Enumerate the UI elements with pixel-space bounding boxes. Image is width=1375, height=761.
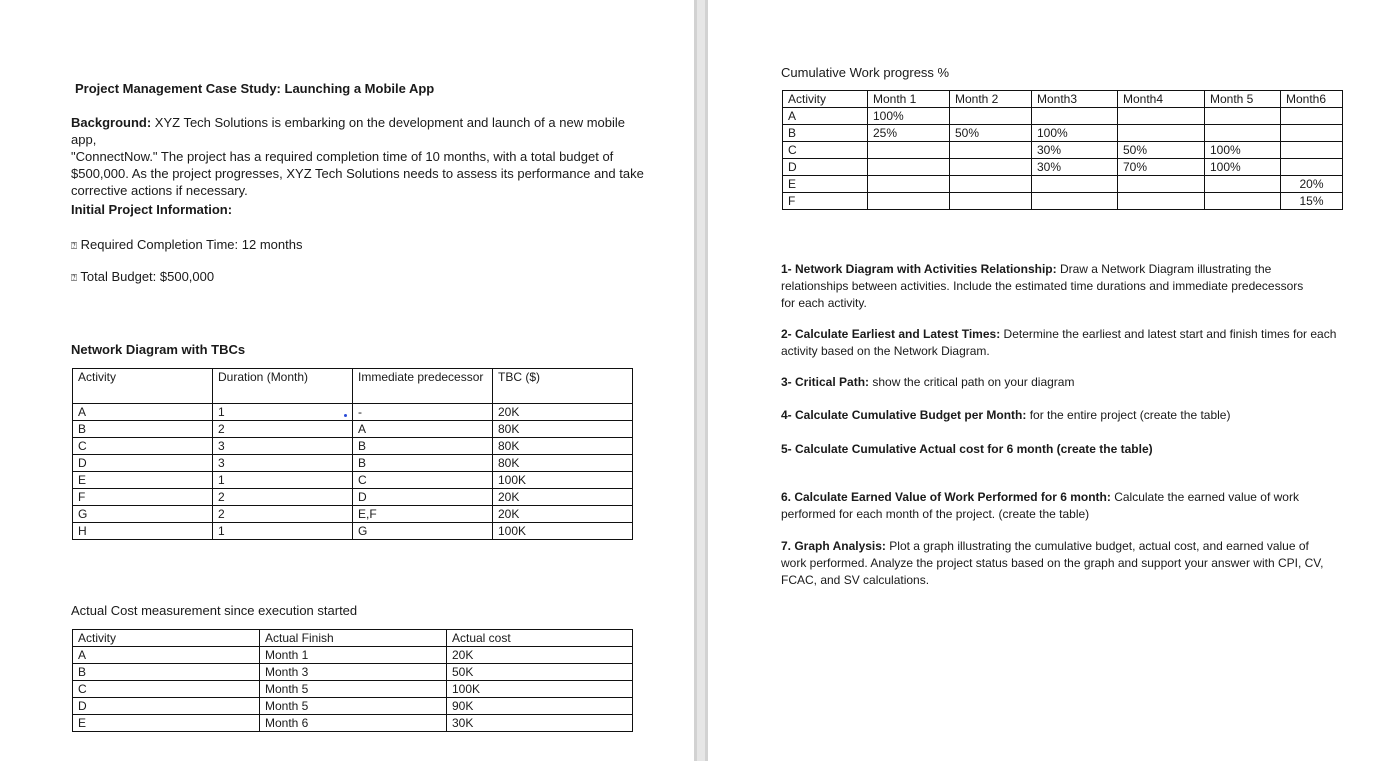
table-cell: Month 5 bbox=[260, 681, 447, 698]
table-cell: D bbox=[783, 159, 868, 176]
table-cell: 100K bbox=[447, 681, 633, 698]
table-cell bbox=[950, 193, 1032, 210]
table-row bbox=[73, 523, 633, 540]
table-cell: B bbox=[353, 438, 493, 455]
table-cell: 1 bbox=[213, 523, 353, 540]
table-cell: 100% bbox=[1205, 142, 1281, 159]
network-heading: Network Diagram with TBCs bbox=[71, 342, 246, 357]
table-cell bbox=[1205, 108, 1281, 125]
table-cell: A bbox=[353, 421, 493, 438]
table-cell: 2 bbox=[213, 506, 353, 523]
table-cell: 70% bbox=[1118, 159, 1205, 176]
table-row bbox=[73, 698, 633, 715]
table-cell: 80K bbox=[493, 455, 633, 472]
table-cell bbox=[1032, 193, 1118, 210]
table-header-row bbox=[783, 91, 1343, 108]
question-text: for each activity. bbox=[781, 296, 867, 310]
table-cell: A bbox=[73, 404, 213, 421]
table-header-cell: Month 1 bbox=[868, 91, 950, 108]
table-cell bbox=[1032, 176, 1118, 193]
background-line: corrective actions if necessary. bbox=[71, 183, 248, 198]
table-cell bbox=[1281, 142, 1343, 159]
question-label: 5- Calculate Cumulative Actual cost for 6 month (create the table) bbox=[781, 442, 1153, 456]
table-cell: 20K bbox=[447, 647, 633, 664]
table-cell bbox=[1281, 125, 1343, 142]
table-cell: 2 bbox=[213, 489, 353, 506]
background-line: XYZ Tech Solutions is embarking on the development and launch of a new mobile app, bbox=[71, 115, 625, 147]
question-1 bbox=[781, 261, 1351, 312]
table-cell: 100% bbox=[868, 108, 950, 125]
table-cell: G bbox=[73, 506, 213, 523]
table-row bbox=[783, 176, 1343, 193]
table-cell: 100% bbox=[1205, 159, 1281, 176]
question-2 bbox=[781, 326, 1351, 360]
table-cell: E bbox=[73, 472, 213, 489]
question-4 bbox=[781, 407, 1351, 424]
table-cell bbox=[1118, 108, 1205, 125]
table-cell bbox=[1118, 193, 1205, 210]
table-row bbox=[73, 404, 633, 421]
table-row bbox=[73, 647, 633, 664]
question-text: Determine the earliest and latest start and finish times for each bbox=[1000, 327, 1337, 341]
table-cell bbox=[950, 159, 1032, 176]
table-cell: A bbox=[783, 108, 868, 125]
table-cell: D bbox=[73, 698, 260, 715]
table-cell: C bbox=[353, 472, 493, 489]
initial-info-heading: Initial Project Information: bbox=[71, 202, 233, 217]
actual-cost-heading: Actual Cost measurement since execution started bbox=[71, 603, 358, 618]
question-text: FCAC, and SV calculations. bbox=[781, 573, 930, 587]
table-cell: 100% bbox=[1032, 125, 1118, 142]
table-cell: E,F bbox=[353, 506, 493, 523]
table-cell: 50K bbox=[447, 664, 633, 681]
table-cell: 20K bbox=[493, 404, 633, 421]
table-cell bbox=[950, 176, 1032, 193]
table-cell bbox=[1205, 125, 1281, 142]
table-cell bbox=[868, 193, 950, 210]
table-cell: 15% bbox=[1281, 193, 1343, 210]
table-header-cell: Activity bbox=[783, 91, 868, 108]
table-header-cell: Activity bbox=[73, 630, 260, 647]
bullet-total-budget: ⍰ Total Budget: $500,000 bbox=[71, 269, 215, 284]
background-line: "ConnectNow." The project has a required completion time of 10 months, with a total budget of bbox=[71, 149, 614, 164]
question-text: Plot a graph illustrating the cumulative budget, actual cost, and earned value of bbox=[885, 539, 1309, 553]
table-cell: 20K bbox=[493, 506, 633, 523]
question-text: activity based on the Network Diagram. bbox=[781, 344, 990, 358]
question-label: 7. Graph Analysis: bbox=[781, 539, 886, 553]
table-header-row bbox=[73, 369, 633, 404]
table-cell: 30% bbox=[1032, 142, 1118, 159]
table-cell bbox=[1118, 176, 1205, 193]
table-cell: 90K bbox=[447, 698, 633, 715]
table-row bbox=[73, 455, 633, 472]
background-paragraph bbox=[71, 114, 651, 199]
table-cell: Month 5 bbox=[260, 698, 447, 715]
table-cell: Month 1 bbox=[260, 647, 447, 664]
table-cell: C bbox=[73, 681, 260, 698]
question-text: Calculate the earned value of work bbox=[1110, 490, 1299, 504]
table-cell: B bbox=[73, 664, 260, 681]
table-cell: 100K bbox=[493, 472, 633, 489]
bullet-icon: ⍰ bbox=[71, 241, 77, 252]
table-row bbox=[783, 193, 1343, 210]
table-header-cell: Actual Finish bbox=[260, 630, 447, 647]
question-label: 1- Network Diagram with Activities Relationship: bbox=[781, 262, 1057, 276]
network-table bbox=[72, 368, 633, 540]
table-cell bbox=[950, 108, 1032, 125]
question-text: work performed. Analyze the project status based on the graph and support your answer with CPI, CV, bbox=[781, 556, 1324, 570]
table-cell: B bbox=[73, 421, 213, 438]
table-cell bbox=[1281, 159, 1343, 176]
cumulative-heading: Cumulative Work progress % bbox=[781, 65, 950, 80]
table-row bbox=[73, 506, 633, 523]
table-cell: D bbox=[73, 455, 213, 472]
table-cell: D bbox=[353, 489, 493, 506]
table-cell: - bbox=[353, 404, 493, 421]
table-cell bbox=[1118, 125, 1205, 142]
bullet-icon: ⍰ bbox=[71, 273, 77, 284]
table-cell: Month 6 bbox=[260, 715, 447, 732]
table-cell: A bbox=[73, 647, 260, 664]
question-label: 3- Critical Path: bbox=[781, 375, 870, 389]
table-row bbox=[73, 681, 633, 698]
table-cell bbox=[868, 159, 950, 176]
question-7 bbox=[781, 538, 1356, 589]
table-header-cell: TBC ($) bbox=[493, 369, 633, 404]
table-cell: Month 3 bbox=[260, 664, 447, 681]
table-row bbox=[73, 489, 633, 506]
question-label: 6. Calculate Earned Value of Work Performed for 6 month: bbox=[781, 490, 1111, 504]
table-row bbox=[73, 421, 633, 438]
table-row bbox=[73, 472, 633, 489]
cursor-mark bbox=[344, 414, 347, 417]
question-5 bbox=[781, 441, 1351, 458]
table-header-cell: Month3 bbox=[1032, 91, 1118, 108]
table-row bbox=[783, 142, 1343, 159]
table-row bbox=[783, 159, 1343, 176]
question-3 bbox=[781, 374, 1351, 391]
question-text: Draw a Network Diagram illustrating the bbox=[1056, 262, 1272, 276]
table-header-cell: Month 5 bbox=[1205, 91, 1281, 108]
table-header-cell: Duration (Month) bbox=[213, 369, 353, 404]
table-cell: 50% bbox=[1118, 142, 1205, 159]
progress-table bbox=[782, 90, 1343, 210]
table-header-cell: Activity bbox=[73, 369, 213, 404]
table-cell: E bbox=[783, 176, 868, 193]
table-cell: 80K bbox=[493, 421, 633, 438]
table-cell: 100K bbox=[493, 523, 633, 540]
table-cell bbox=[868, 142, 950, 159]
table-cell: 3 bbox=[213, 438, 353, 455]
table-cell bbox=[1281, 108, 1343, 125]
table-cell: 2 bbox=[213, 421, 353, 438]
table-cell: 20% bbox=[1281, 176, 1343, 193]
page-gutter bbox=[694, 0, 708, 761]
question-text: performed for each month of the project. (create the table) bbox=[781, 507, 1090, 521]
table-cell: E bbox=[73, 715, 260, 732]
table-cell: H bbox=[73, 523, 213, 540]
table-header-cell: Month4 bbox=[1118, 91, 1205, 108]
table-cell bbox=[950, 142, 1032, 159]
table-cell: B bbox=[783, 125, 868, 142]
bullet-required-time: ⍰ Required Completion Time: 12 months bbox=[71, 237, 303, 252]
table-row bbox=[783, 125, 1343, 142]
table-header-cell: Immediate predecessor bbox=[353, 369, 493, 404]
table-cell: 30% bbox=[1032, 159, 1118, 176]
table-cell bbox=[1205, 176, 1281, 193]
table-cell: G bbox=[353, 523, 493, 540]
table-row bbox=[783, 108, 1343, 125]
table-cell: 1 bbox=[213, 404, 353, 421]
table-cell: 30K bbox=[447, 715, 633, 732]
question-label: 2- Calculate Earliest and Latest Times: bbox=[781, 327, 1001, 341]
table-cell: C bbox=[783, 142, 868, 159]
document-page-right bbox=[708, 0, 1375, 761]
table-cell: F bbox=[73, 489, 213, 506]
table-cell: F bbox=[783, 193, 868, 210]
question-text: for the entire project (create the table) bbox=[1026, 408, 1231, 422]
page-title: Project Management Case Study: Launching a Mobile App bbox=[75, 81, 435, 96]
table-cell: 80K bbox=[493, 438, 633, 455]
table-header-row bbox=[73, 630, 633, 647]
table-cell bbox=[1205, 193, 1281, 210]
table-cell bbox=[1032, 108, 1118, 125]
question-label: 4- Calculate Cumulative Budget per Month: bbox=[781, 408, 1027, 422]
table-row bbox=[73, 664, 633, 681]
table-header-cell: Month 2 bbox=[950, 91, 1032, 108]
table-cell: 50% bbox=[950, 125, 1032, 142]
table-cell: B bbox=[353, 455, 493, 472]
background-line: $500,000. As the project progresses, XYZ Tech Solutions needs to assess its performance and take bbox=[71, 166, 644, 181]
table-cell bbox=[868, 176, 950, 193]
table-cell: C bbox=[73, 438, 213, 455]
table-cell: 20K bbox=[493, 489, 633, 506]
table-cell: 3 bbox=[213, 455, 353, 472]
table-cell: 25% bbox=[868, 125, 950, 142]
table-cell: 1 bbox=[213, 472, 353, 489]
table-header-cell: Month6 bbox=[1281, 91, 1343, 108]
actual-cost-table bbox=[72, 629, 633, 732]
background-label: Background: bbox=[71, 115, 152, 130]
question-text: relationships between activities. Include the estimated time durations and immediate predecessors bbox=[781, 279, 1304, 293]
table-header-cell: Actual cost bbox=[447, 630, 633, 647]
table-row bbox=[73, 715, 633, 732]
question-6 bbox=[781, 489, 1351, 523]
question-text: show the critical path on your diagram bbox=[869, 375, 1075, 389]
table-row bbox=[73, 438, 633, 455]
